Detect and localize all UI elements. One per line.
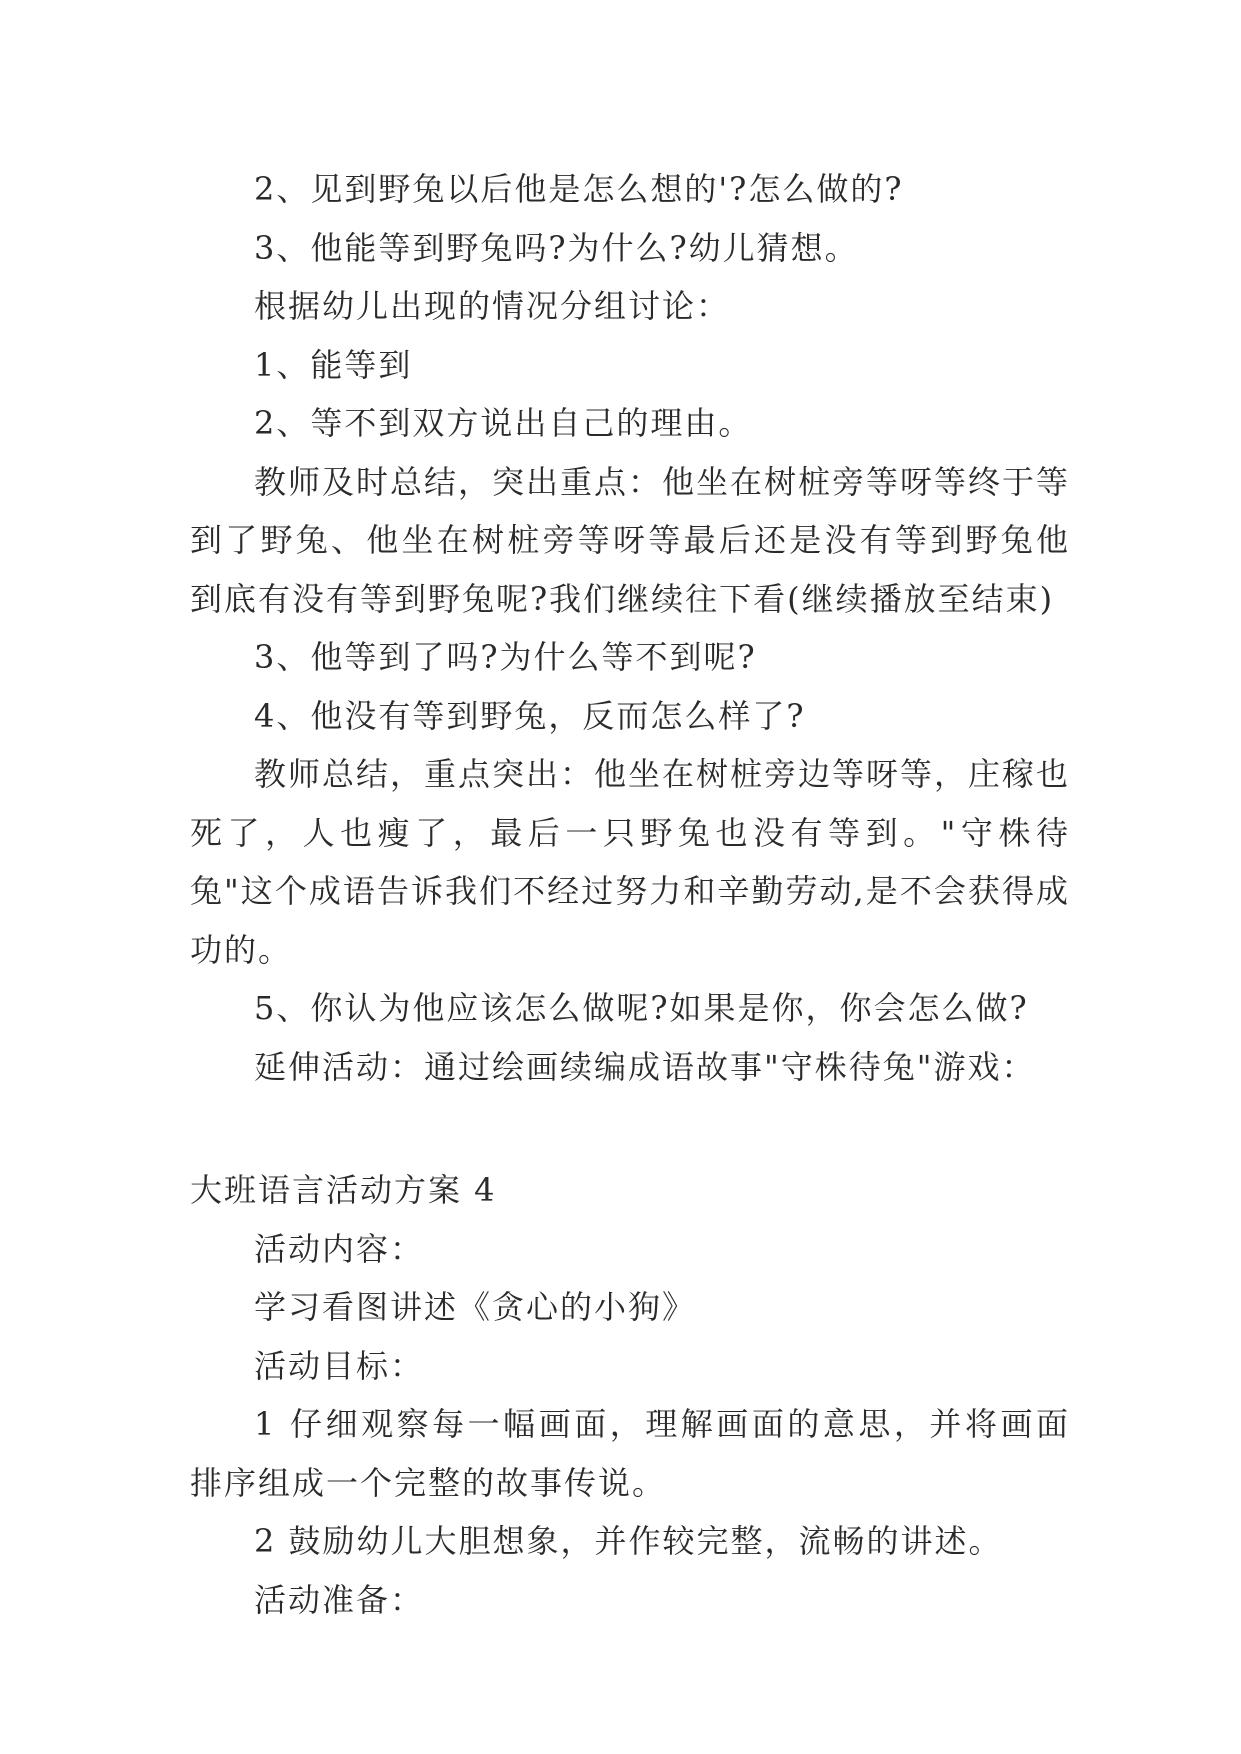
paragraph: 5、你认为他应该怎么做呢?如果是你，你会怎么做? xyxy=(254,989,1029,1027)
paragraph: 1 仔细观察每一幅画面，理解画面的意思，并将画面排序组成一个完整的故事传说。 xyxy=(190,1405,1070,1502)
paragraph: 3、他能等到野兔吗?为什么?幼儿猜想。 xyxy=(254,228,859,267)
paragraph: 1、能等到 xyxy=(254,345,413,384)
paragraph: 2、见到野兔以后他是怎么想的'?怎么做的? xyxy=(254,170,904,208)
paragraph: 活动内容： xyxy=(254,1229,425,1268)
section-gap xyxy=(190,1096,1070,1161)
paragraph: 4、他没有等到野兔，反而怎么样了? xyxy=(254,696,806,735)
paragraph: 活动准备： xyxy=(254,1580,425,1619)
paragraph: 活动目标： xyxy=(254,1346,425,1385)
section-title: 大班语言活动方案 4 xyxy=(190,1171,497,1209)
paragraph: 延伸活动：通过绘画续编成语故事"守株待兔"游戏： xyxy=(254,1047,1036,1086)
paragraph: 教师及时总结，突出重点：他坐在树桩旁等呀等终于等到了野兔、他坐在树桩旁等呀等最后还是没有等到野兔他到底有没有等到野兔呢?我们继续往下看(继续播放至结束) xyxy=(190,462,1071,618)
paragraph: 2 鼓励幼儿大胆想象，并作较完整，流畅的讲述。 xyxy=(254,1522,1003,1560)
paragraph: 3、他等到了吗?为什么等不到呢? xyxy=(254,638,757,676)
document-page xyxy=(190,160,1070,1629)
paragraph: 2、等不到双方说出自己的理由。 xyxy=(254,404,753,442)
paragraph: 根据幼儿出现的情况分组讨论： xyxy=(254,287,731,325)
paragraph: 教师总结，重点突出：他坐在树桩旁边等呀等，庄稼也死了，人也瘦了，最后一只野兔也没有等到。"守株待兔"这个成语告诉我们不经过努力和辛勤劳动,是不会获得成功的。 xyxy=(190,755,1071,969)
paragraph: 学习看图讲述《贪心的小狗》 xyxy=(254,1288,697,1326)
